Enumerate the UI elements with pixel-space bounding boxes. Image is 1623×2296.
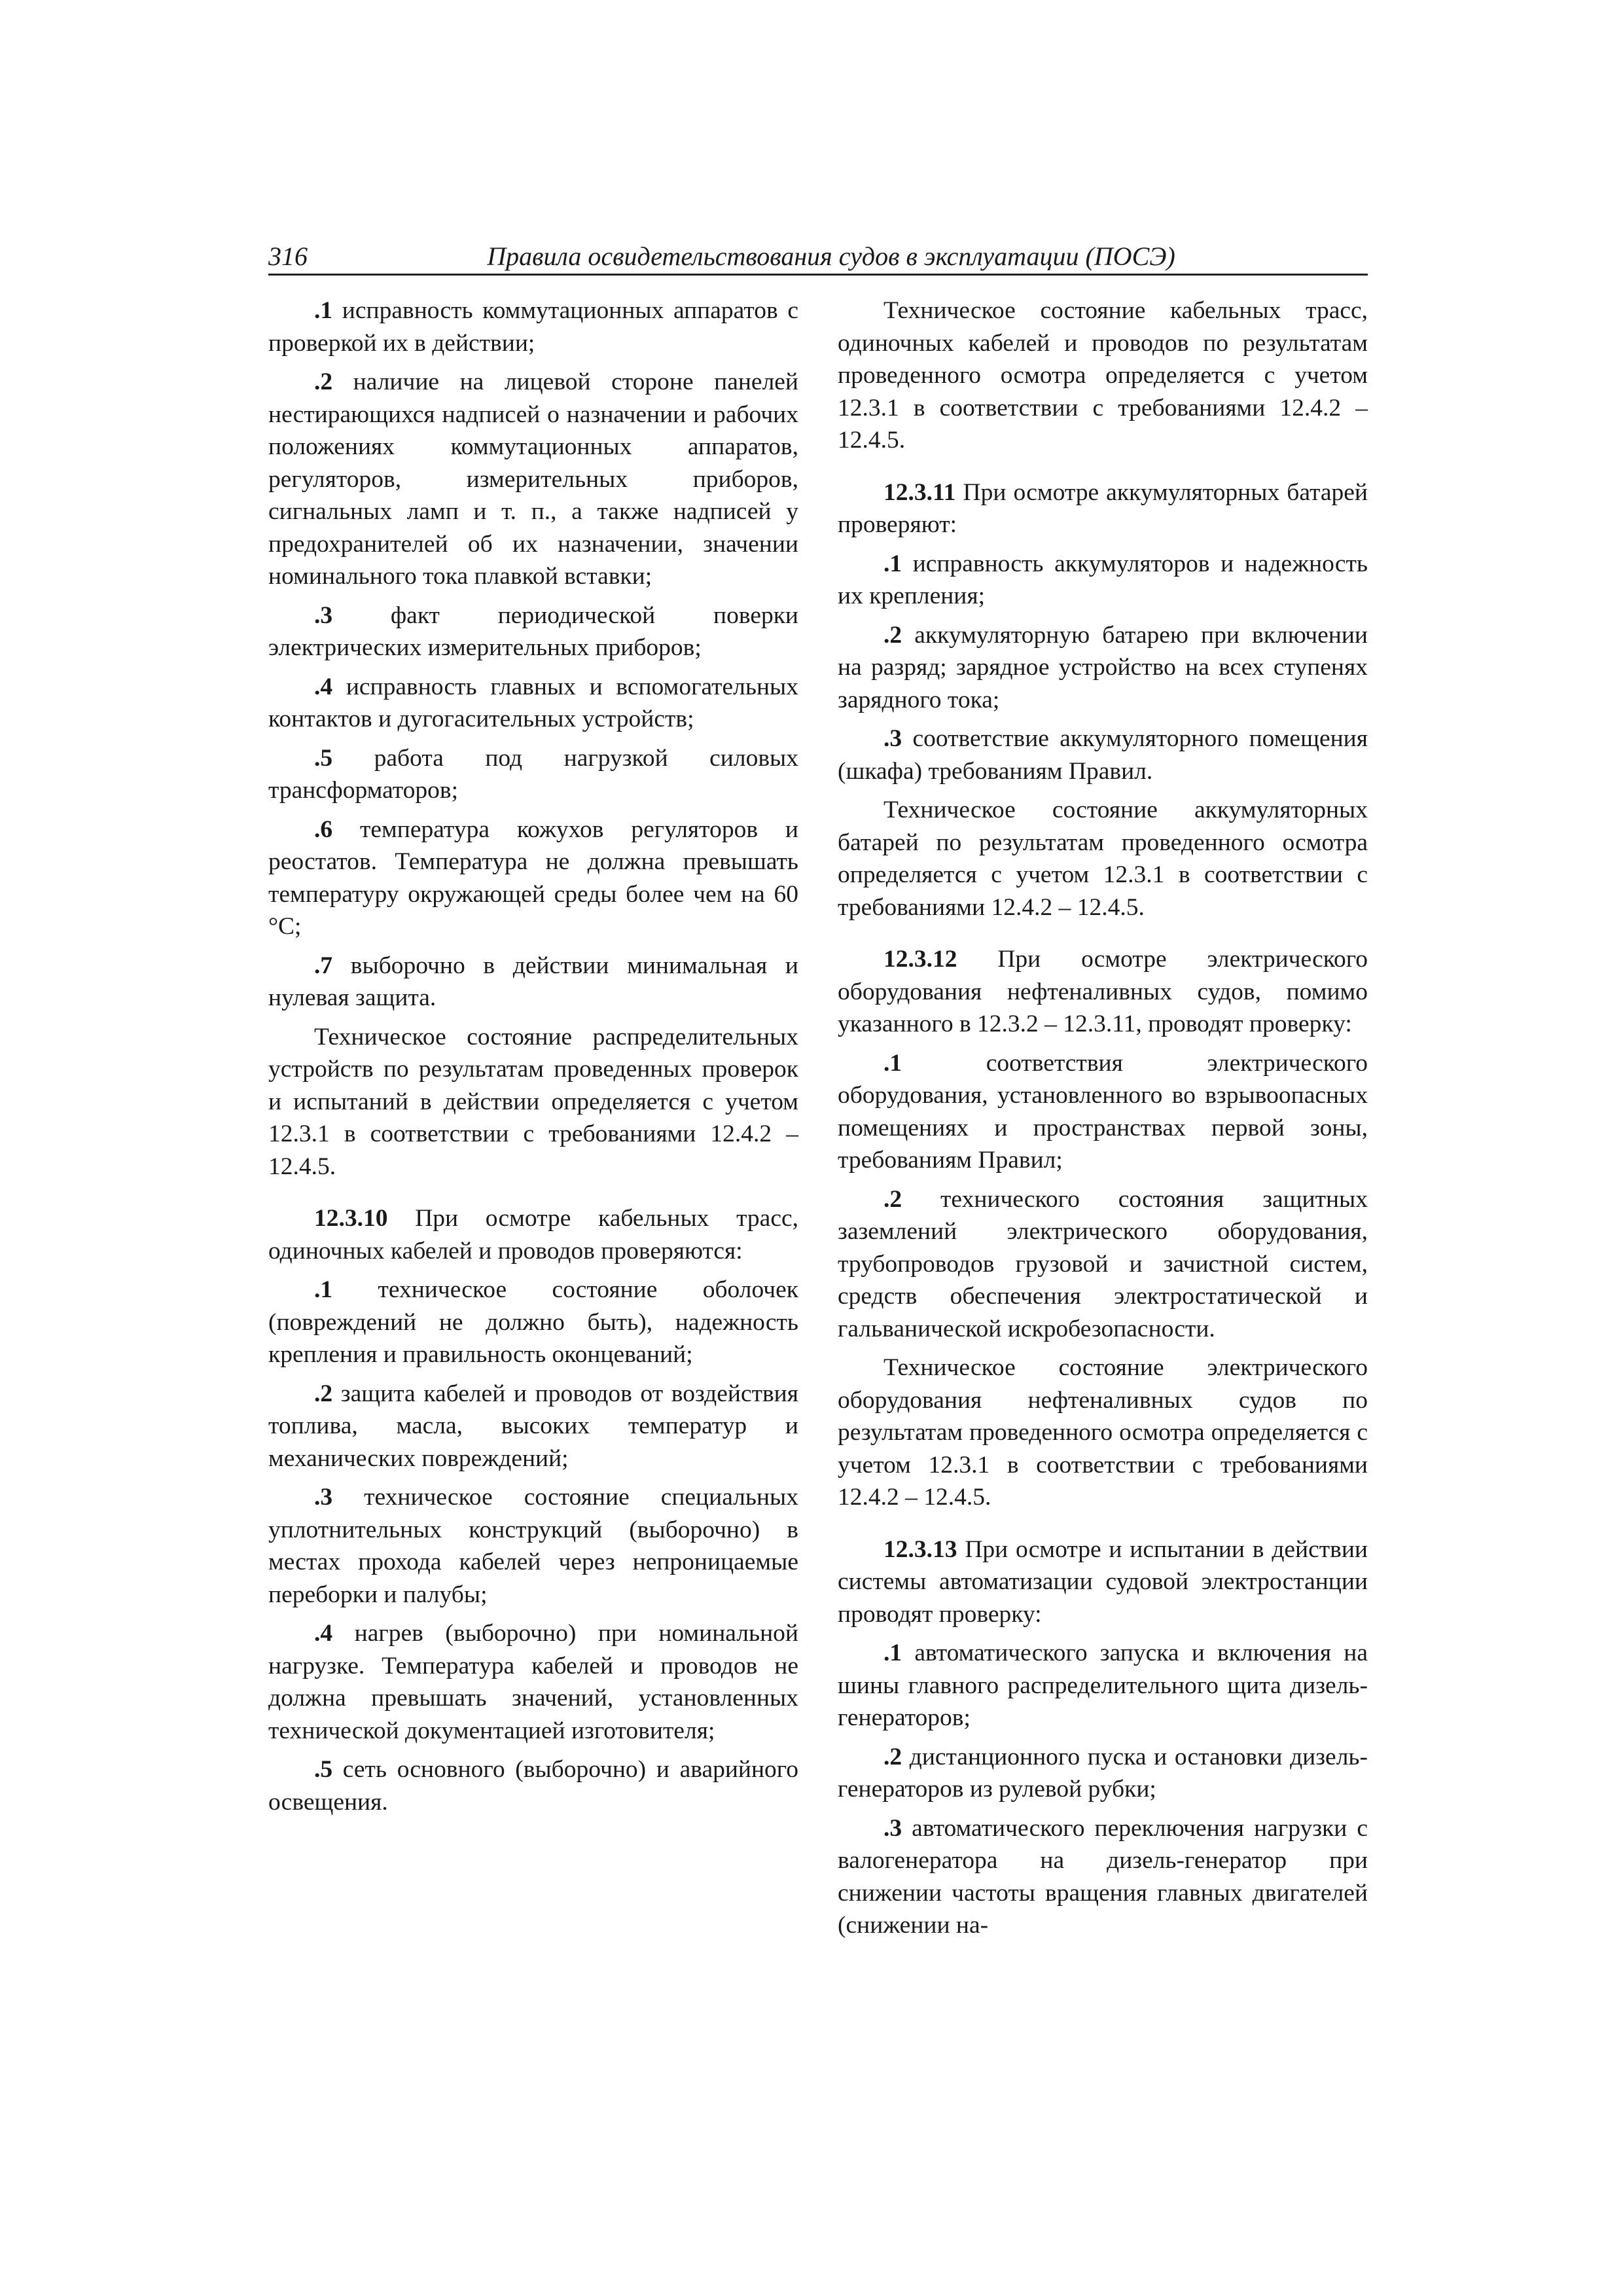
item-number: 12.3.10 [314,1205,388,1232]
item-text: Техническое состояние распределительных устройств по результатам проведенных проверок и испытаний в действии определяется с учетом 12.3.1 в соответствии с требованиями 12.4.2 – 12.4.5. [268,1023,798,1180]
page-number: 316 [268,242,308,271]
item-text: При осмотре кабельных трасс, одиночных кабелей и проводов проверяются: [268,1205,798,1265]
item-text: исправность коммутационных аппаратов с проверкой их в действии; [268,297,798,357]
item-text: технического состояния защитных заземлений электрического оборудования, трубопроводов грузовой и зачистной систем, средств обеспечения электростатической и гальванической искробезопасности. [838,1185,1368,1342]
paragraph [268,1021,798,1183]
item-number: .7 [314,952,333,979]
item-number: .1 [314,297,333,324]
item-text: техническое состояние специальных уплотнительных конструкций (выборочно) в местах прохода кабелей через непроницаемые переборки и палубы; [268,1484,798,1608]
item-number: .1 [883,550,902,577]
item-number: .1 [883,1640,902,1666]
item-text: температура кожухов регуляторов и реостатов. Температура не должна превышать температуру окружающей среды более чем на 60 °С; [268,816,798,940]
item-number: .3 [314,601,333,629]
right-column [838,295,1368,1948]
item-text: Техническое состояние кабельных трасс, одиночных кабелей и проводов по результатам проведенного осмотра определяется с учетом 12.3.1 в соответствии с требованиями 12.4.2 – 12.4.5. [838,297,1368,454]
item-text: соответствие аккумуляторного помещения (шкафа) требованиям Правил. [838,725,1368,785]
list-item [268,295,798,359]
item-text: нагрев (выборочно) при номинальной нагрузке. Температура кабелей и проводов не должна превышать значений, установленных технической документацией изготовителя; [268,1620,798,1744]
item-number: .4 [314,673,333,700]
list-item [268,1481,798,1611]
item-number: .3 [314,1484,333,1511]
item-text: факт периодической поверки электрических измерительных приборов; [268,601,798,661]
item-text: исправность аккумуляторов и надежность их крепления; [838,550,1368,609]
item-number: .2 [314,368,333,395]
section-paragraph [838,943,1368,1041]
item-number: .2 [883,1743,902,1770]
list-item [268,814,798,943]
item-text: автоматического запуска и включения на шины главного распределительного щита дизель-генераторов; [838,1640,1368,1731]
section-paragraph [838,1534,1368,1631]
item-text: аккумуляторную батарею при включении на разряд; зарядное устройство на всех ступенях зарядного тока; [838,621,1368,713]
item-text: При осмотре электрического оборудования нефтеналивных судов, помимо указанного в 12.3.2 – 12.3.11, проводят проверку: [838,946,1368,1037]
list-item [838,1812,1368,1942]
list-item [268,1617,798,1747]
section-paragraph [268,1202,798,1267]
item-text: соответствия электрического оборудования, установленного во взрывоопасных помещениях и пространствах первой зоны, требованиям Правил; [838,1049,1368,1174]
item-text: защита кабелей и проводов от воздействия топлива, масла, высоких температур и механических повреждений; [268,1380,798,1472]
list-item [268,742,798,807]
paragraph [838,794,1368,924]
item-number: .2 [883,1185,902,1213]
item-number: 12.3.13 [883,1535,957,1563]
header-rule [268,274,1368,276]
item-text: выборочно в действии минимальная и нулевая защита. [268,952,798,1011]
item-text: сеть основного (выборочно) и аварийного освещения. [268,1756,798,1816]
item-number: .3 [883,1814,902,1842]
list-item [268,1274,798,1371]
list-item [838,723,1368,787]
paragraph [838,1352,1368,1514]
item-number: .1 [883,1049,902,1077]
section-paragraph [838,476,1368,541]
left-column [268,295,798,1825]
list-item [838,619,1368,717]
item-number: .4 [314,1620,333,1647]
item-text: Техническое состояние электрического оборудования нефтеналивных судов по результатам проведенного осмотра определяется с учетом 12.3.1 в соответствии с требованиями 12.4.2 – 12.4.5. [838,1354,1368,1511]
item-number: 12.3.12 [883,946,957,973]
running-title: Правила освидетельствования судов в эксплуатации (ПОСЭ) [487,242,1175,271]
item-text: автоматического переключения нагрузки с валогенератора на дизель-генератор при снижении частоты вращения главных двигателей (снижении на- [838,1814,1368,1939]
item-text: Техническое состояние аккумуляторных батарей по результатам проведенного осмотра определяется с учетом 12.3.1 в соответствии с требованиями 12.4.2 – 12.4.5. [838,797,1368,921]
item-number: .5 [314,744,333,772]
list-item [268,671,798,736]
item-number: 12.3.11 [883,478,956,506]
item-text: При осмотре и испытании в действии системы автоматизации судовой электростанции проводят проверку: [838,1535,1368,1628]
list-item [838,1637,1368,1734]
list-item [268,366,798,593]
list-item [268,950,798,1014]
item-text: При осмотре аккумуляторных батарей проверяют: [838,478,1368,538]
item-number: .6 [314,816,333,843]
list-item [268,1378,798,1475]
item-text: исправность главных и вспомогательных контактов и дугогасительных устройств; [268,673,798,732]
item-text: дистанционного пуска и остановки дизель-генераторов из рулевой рубки; [838,1743,1368,1803]
item-number: .5 [314,1756,333,1783]
item-number: .1 [314,1276,333,1303]
paragraph [838,295,1368,457]
item-number: .3 [883,725,902,752]
item-text: техническое состояние оболочек (повреждений не должно быть), надежность крепления и правильность оконцеваний; [268,1276,798,1368]
item-number: .2 [883,621,902,649]
list-item [268,600,798,664]
list-item [838,1047,1368,1177]
item-number: .2 [314,1380,333,1407]
list-item [838,1183,1368,1346]
item-text: наличие на лицевой стороне панелей нестирающихся надписей о назначении и рабочих положениях коммутационных аппаратов, регуляторов, измерительных приборов, сигнальных ламп и т. п., а также надписей у предохранителей об их назначении, значении номинального тока плавкой вставки; [268,368,798,590]
list-item [838,1741,1368,1806]
list-item [268,1753,798,1818]
list-item [838,548,1368,613]
item-text: работа под нагрузкой силовых трансформаторов; [268,744,798,804]
page-header [268,241,1368,276]
